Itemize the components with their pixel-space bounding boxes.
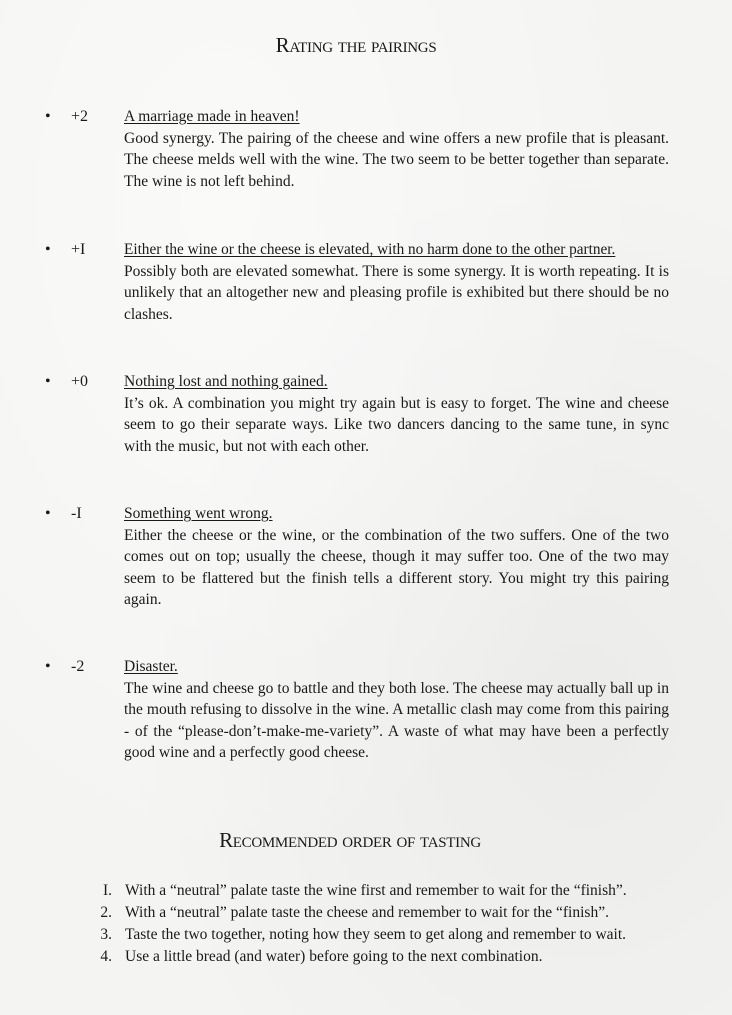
rating-score: +2 — [71, 108, 89, 125]
rating-score: -I — [71, 505, 82, 522]
rating-description: The wine and cheese go to battle and they both lose. The cheese may actually ball up in the mouth refusing to dissolve in the wine. A metallic clash may come from this pairing - of the “please-don’t-make-me-variety”. A waste of what may have been a perfectly good wine and a perfectly good cheese. — [124, 679, 669, 761]
rating-description: It’s ok. A combination you might try again but is easy to forget. The wine and cheese seem to go their separate ways. Like two dancers dancing to the same tune, in sync with the music, but not with each other. — [124, 394, 669, 455]
step-number: 3. — [100, 926, 112, 943]
rating-score: +0 — [71, 373, 89, 390]
rating-title: Something went wrong. — [124, 505, 273, 522]
step-text: Taste the two together, noting how they seem to get along and remember to wait. — [125, 926, 627, 943]
list-item — [0, 880, 732, 902]
bullet-icon: • — [45, 505, 51, 522]
rating-content — [124, 371, 669, 457]
rating-description: Good synergy. The pairing of the cheese and wine offers a new profile that is pleasant. The cheese melds well with the wine. The two seem to be better together than separate. The wine is not left behind. — [124, 129, 669, 190]
bullet-icon: • — [45, 373, 51, 390]
rating-title: Nothing lost and nothing gained. — [124, 373, 328, 390]
list-item — [0, 946, 732, 968]
list-item — [0, 924, 732, 946]
bullet-icon: • — [45, 108, 51, 125]
rating-title: A marriage made in heaven! — [124, 108, 300, 125]
rating-content — [124, 503, 669, 611]
rating-description: Either the cheese or the wine, or the combination of the two suffers. One of the two comes out on top; usually the cheese, though it may suffer too. One of the two may seem to be flattered but the finish tells a different story. You might try this pairing again. — [124, 526, 669, 608]
rating-description: Possibly both are elevated somewhat. There is some synergy. It is worth repeating. It is unlikely that an altogether new and pleasing profile is exhibited but there should be no clashes. — [124, 262, 669, 323]
rating-content — [124, 106, 669, 192]
rating-title: Disaster. — [124, 658, 178, 675]
bullet-icon: • — [45, 658, 51, 675]
step-text: With a “neutral” palate taste the wine first and remember to wait for the “finish”. — [125, 882, 627, 899]
rating-content — [124, 656, 669, 764]
step-number: I. — [102, 882, 112, 899]
rating-content — [124, 239, 669, 325]
rating-title: Either the wine or the cheese is elevated, with no harm done to the other partner. — [124, 241, 616, 258]
bullet-icon: • — [45, 241, 51, 258]
rating-heading: Rating the pairings — [275, 33, 437, 57]
rating-score: +I — [71, 241, 86, 258]
step-number: 2. — [100, 904, 112, 921]
rating-score: -2 — [71, 658, 85, 675]
step-number: 4. — [100, 948, 112, 965]
order-heading: Recommended order of tasting — [219, 828, 481, 852]
list-item — [0, 902, 732, 924]
step-text: With a “neutral” palate taste the cheese and remember to wait for the “finish”. — [125, 904, 609, 921]
step-text: Use a little bread (and water) before going to the next combination. — [125, 948, 543, 965]
